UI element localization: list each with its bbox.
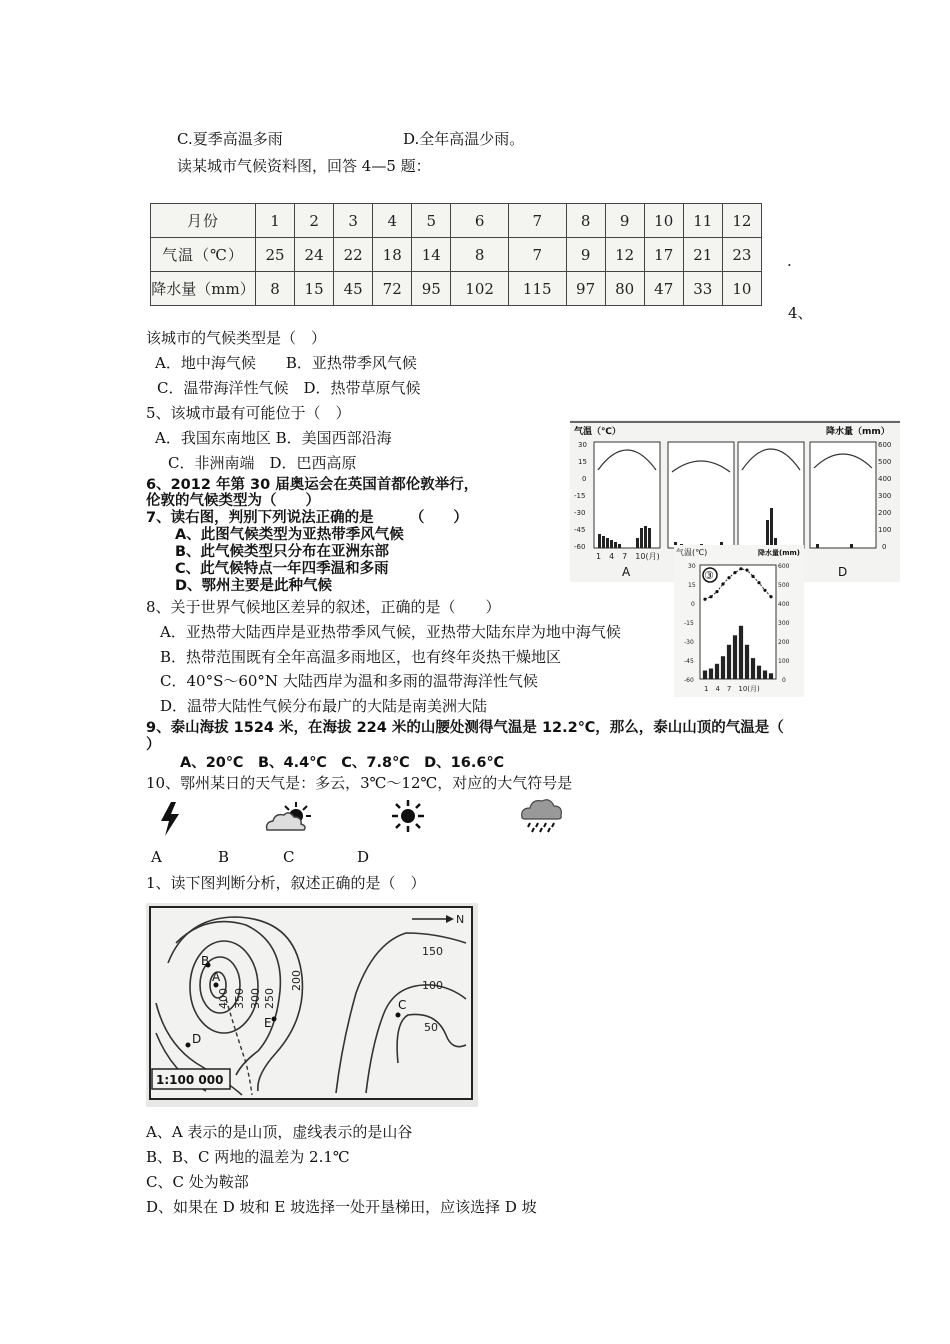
panel-precip-tick: 0: [882, 543, 887, 551]
table-cell: 47: [644, 272, 683, 306]
table-cell: 45: [334, 272, 373, 306]
q7-stem: 7、读右图，判别下列说法正确的是 （ ）: [146, 510, 468, 526]
q11-option-a: A、A 表示的是山顶，虚线表示的是山谷: [146, 1123, 413, 1141]
table-cell: 97: [566, 272, 605, 306]
point-label-a: A: [212, 970, 221, 984]
q8-option-d: D．温带大陆性气候分布最广的大陆是南美洲大陆: [160, 697, 488, 715]
table-cell: 1: [256, 204, 295, 238]
contour-label: 200: [290, 970, 303, 991]
partly-cloudy-icon: [263, 800, 315, 834]
table-cell: 14: [412, 238, 451, 272]
panel-temp-tick: -30: [574, 509, 586, 517]
q7-option-c: C、此气候特点一年四季温和多雨: [175, 561, 389, 577]
temp-point: [763, 589, 766, 592]
precip-bar: [703, 671, 707, 680]
temp-point: [715, 590, 718, 593]
q9-line-2: ）: [146, 737, 161, 753]
chart3-precip-label: 降水量(mm): [758, 549, 800, 557]
panel-temp-tick: 30: [578, 441, 587, 449]
table-cell: 95: [412, 272, 451, 306]
table-cell: 4: [373, 204, 412, 238]
point-label-d: D: [192, 1032, 202, 1046]
table-cell: 11: [683, 204, 722, 238]
q3-option-c: C.夏季高温多雨: [177, 130, 283, 148]
q10-label-b: B: [218, 848, 230, 866]
table-cell: 5: [412, 204, 451, 238]
precip-bar: [727, 645, 731, 679]
q5-stem: 5、该城市最有可能位于（ ）: [146, 404, 351, 422]
lightning-icon: [157, 801, 183, 837]
q5-options-2: C．非洲南端 D．巴西高原: [168, 454, 357, 472]
panel-temp-tick: -45: [574, 526, 586, 534]
precip-bar: [763, 671, 767, 680]
q7-option-d: D、鄂州主要是此种气候: [175, 578, 333, 594]
temp-point: [721, 582, 724, 585]
panel-precip-tick: 400: [878, 475, 892, 483]
chart3-precip-tick: 500: [778, 582, 790, 589]
table-cell: 9: [605, 204, 644, 238]
chart3-precip-tick: 300: [778, 620, 790, 627]
intro-4-5: 读某城市气候资料图，回答 4—5 题：: [177, 157, 431, 175]
chart3-number: ③: [704, 569, 714, 582]
table-cell: 3: [334, 204, 373, 238]
contour-label: 100: [422, 979, 443, 992]
contour-label: 150: [422, 945, 443, 958]
stray-dot: .: [787, 252, 792, 270]
chart3-temp-tick: 0: [691, 601, 695, 608]
temp-point: [769, 595, 772, 598]
temp-point: [709, 595, 712, 598]
table-cell: 12: [605, 238, 644, 272]
panel-temp-tick: 0: [582, 475, 587, 483]
point-label-c: C: [398, 998, 407, 1012]
q8-stem: 8、关于世界气候地区差异的叙述，正确的是（ ）: [146, 598, 501, 616]
q8-option-b: B．热带范围既有全年高温多雨地区，也有终年炎热干燥地区: [160, 648, 562, 666]
q5-options-1: A．我国东南地区 B．美国西部沿海: [155, 429, 392, 447]
panel-label-a: A: [622, 565, 631, 579]
q10-label-d: D: [357, 848, 370, 866]
contour-label: 300: [249, 988, 262, 1009]
table-cell: 7: [508, 204, 566, 238]
chart3-temp-tick: -60: [684, 677, 694, 684]
contour-label: 250: [263, 988, 276, 1009]
table-header-month: 月份: [151, 204, 256, 238]
table-cell: 23: [722, 238, 761, 272]
temp-point: [733, 571, 736, 574]
precip-bar: [751, 658, 755, 679]
q8-option-c: C．40°S～60°N 大陆西岸为温和多雨的温带海洋性气候: [160, 672, 538, 690]
table-cell: 25: [256, 238, 295, 272]
temp-point: [745, 569, 748, 572]
precip-bar: [745, 645, 749, 679]
panel-precip-tick: 300: [878, 492, 892, 500]
q6-line-1: 6、2012 年第 30 届奥运会在英国首都伦敦举行，: [146, 477, 479, 493]
q4-stem: 该城市的气候类型是（ ）: [146, 329, 327, 347]
chart3-temp-tick: 15: [688, 582, 696, 589]
q11-option-d: D、如果在 D 坡和 E 坡选择一处开垦梯田，应该选择 D 坡: [146, 1198, 537, 1216]
panel-temp-axis-label: 气温（℃）: [574, 427, 621, 437]
table-cell: 7: [508, 238, 566, 272]
q10-stem: 10、鄂州某日的天气是：多云，3℃～12℃，对应的大气符号是: [146, 774, 573, 792]
panel-precip-tick: 100: [878, 526, 892, 534]
q10-label-a: A: [151, 848, 162, 866]
q11-option-b: B、B、C 两地的温差为 2.1℃: [146, 1148, 350, 1166]
table-cell: 9: [566, 238, 605, 272]
precip-bar: [739, 626, 743, 679]
table-cell: 6: [451, 204, 509, 238]
chart3-precip-tick: 0: [782, 677, 786, 684]
q9-line-1: 9、泰山海拔 1524 米，在海拔 224 米的山腰处测得气温是 12.2℃，那么，泰山山顶的气温是（: [146, 720, 784, 736]
north-label: N: [456, 913, 465, 926]
table-cell: 8: [256, 272, 295, 306]
table-cell: 22: [334, 238, 373, 272]
contour-label: 50: [424, 1021, 438, 1034]
table-cell: 12: [722, 204, 761, 238]
temp-point: [751, 575, 754, 578]
precip-bar: [757, 666, 761, 679]
precip-bar: [733, 635, 737, 679]
q9-options: A、20℃ B、4.4℃ C、7.8℃ D、16.6℃: [180, 755, 505, 771]
precip-bar: [709, 669, 713, 680]
table-row-month: [151, 204, 762, 238]
q11-stem: 1、读下图判断分析，叙述正确的是（ ）: [146, 874, 426, 892]
q6-line-2: 伦敦的气候类型为（ ）: [146, 493, 320, 509]
table-cell: 2: [295, 204, 334, 238]
panel-month-ticks: 1 4 7 10(月): [596, 552, 660, 561]
chart3-temp-tick: -15: [684, 620, 694, 627]
temp-point: [739, 567, 742, 570]
contour-label: 400: [217, 988, 230, 1009]
contour-map: [146, 903, 478, 1107]
table-cell: 8: [451, 238, 509, 272]
precip-bar: [721, 656, 725, 679]
table-header-precip: 降水量（mm）: [151, 272, 256, 306]
q7-option-b: B、此气候类型只分布在亚洲东部: [175, 544, 390, 560]
table-cell: 24: [295, 238, 334, 272]
temp-point: [727, 576, 730, 579]
point-label-e: E: [264, 1016, 272, 1030]
panel-precip-tick: 200: [878, 509, 892, 517]
table-cell: 10: [722, 272, 761, 306]
panel-temp-tick: 15: [578, 458, 587, 466]
temp-point: [703, 598, 706, 601]
panel-temp-tick: -15: [574, 492, 586, 500]
q7-option-a: A、此图气候类型为亚热带季风气候: [175, 527, 404, 543]
q4-options-2: C．温带海洋性气候 D．热带草原气候: [157, 379, 421, 397]
q11-option-c: C、C 处为鞍部: [146, 1173, 249, 1191]
scale-label: 1:100 000: [156, 1073, 224, 1087]
table-cell: 72: [373, 272, 412, 306]
chart3-temp-tick: -45: [684, 658, 694, 665]
chart3-temp-tick: -30: [684, 639, 694, 646]
q8-option-a: A．亚热带大陆西岸是亚热带季风气候，亚热带大陆东岸为地中海气候: [160, 623, 621, 641]
table-cell: 8: [566, 204, 605, 238]
chart3-precip-tick: 100: [778, 658, 790, 665]
contour-label: 350: [233, 988, 246, 1009]
q4-number: 4、: [788, 304, 813, 322]
table-cell: 15: [295, 272, 334, 306]
chart3-precip-tick: 200: [778, 639, 790, 646]
chart3-temp-label: 气温(℃): [676, 548, 708, 557]
climate-table: [150, 203, 762, 306]
table-header-temp: 气温（℃）: [151, 238, 256, 272]
table-cell: 18: [373, 238, 412, 272]
panel-precip-axis-label: 降水量（mm）: [826, 427, 890, 437]
table-cell: 33: [683, 272, 722, 306]
table-cell: 102: [451, 272, 509, 306]
q3-option-d: D.全年高温少雨。: [403, 130, 525, 148]
chart3-temp-tick: 30: [688, 563, 696, 570]
table-cell: 80: [605, 272, 644, 306]
climate-chart-3: [674, 545, 804, 697]
table-cell: 115: [508, 272, 566, 306]
chart3-month-ticks: 1 4 7 10(月): [704, 685, 760, 693]
chart3-precip-tick: 400: [778, 601, 790, 608]
panel-precip-tick: 600: [878, 441, 892, 449]
temp-point: [757, 581, 760, 584]
panel-label-d: D: [838, 565, 848, 579]
table-cell: 21: [683, 238, 722, 272]
panel-temp-tick: -60: [574, 543, 586, 551]
table-cell: 10: [644, 204, 683, 238]
rain-cloud-icon: [518, 796, 564, 834]
sun-icon: [390, 798, 426, 834]
panel-precip-tick: 500: [878, 458, 892, 466]
table-row-temp: [151, 238, 762, 272]
table-row-precip: [151, 272, 762, 306]
point-label-b: B: [201, 954, 210, 968]
chart3-precip-tick: 600: [778, 563, 790, 570]
q10-label-c: C: [283, 848, 295, 866]
q4-options-1: A．地中海气候 B．亚热带季风气候: [155, 354, 417, 372]
precip-bar: [769, 673, 773, 679]
table-cell: 17: [644, 238, 683, 272]
precip-bar: [715, 664, 719, 679]
